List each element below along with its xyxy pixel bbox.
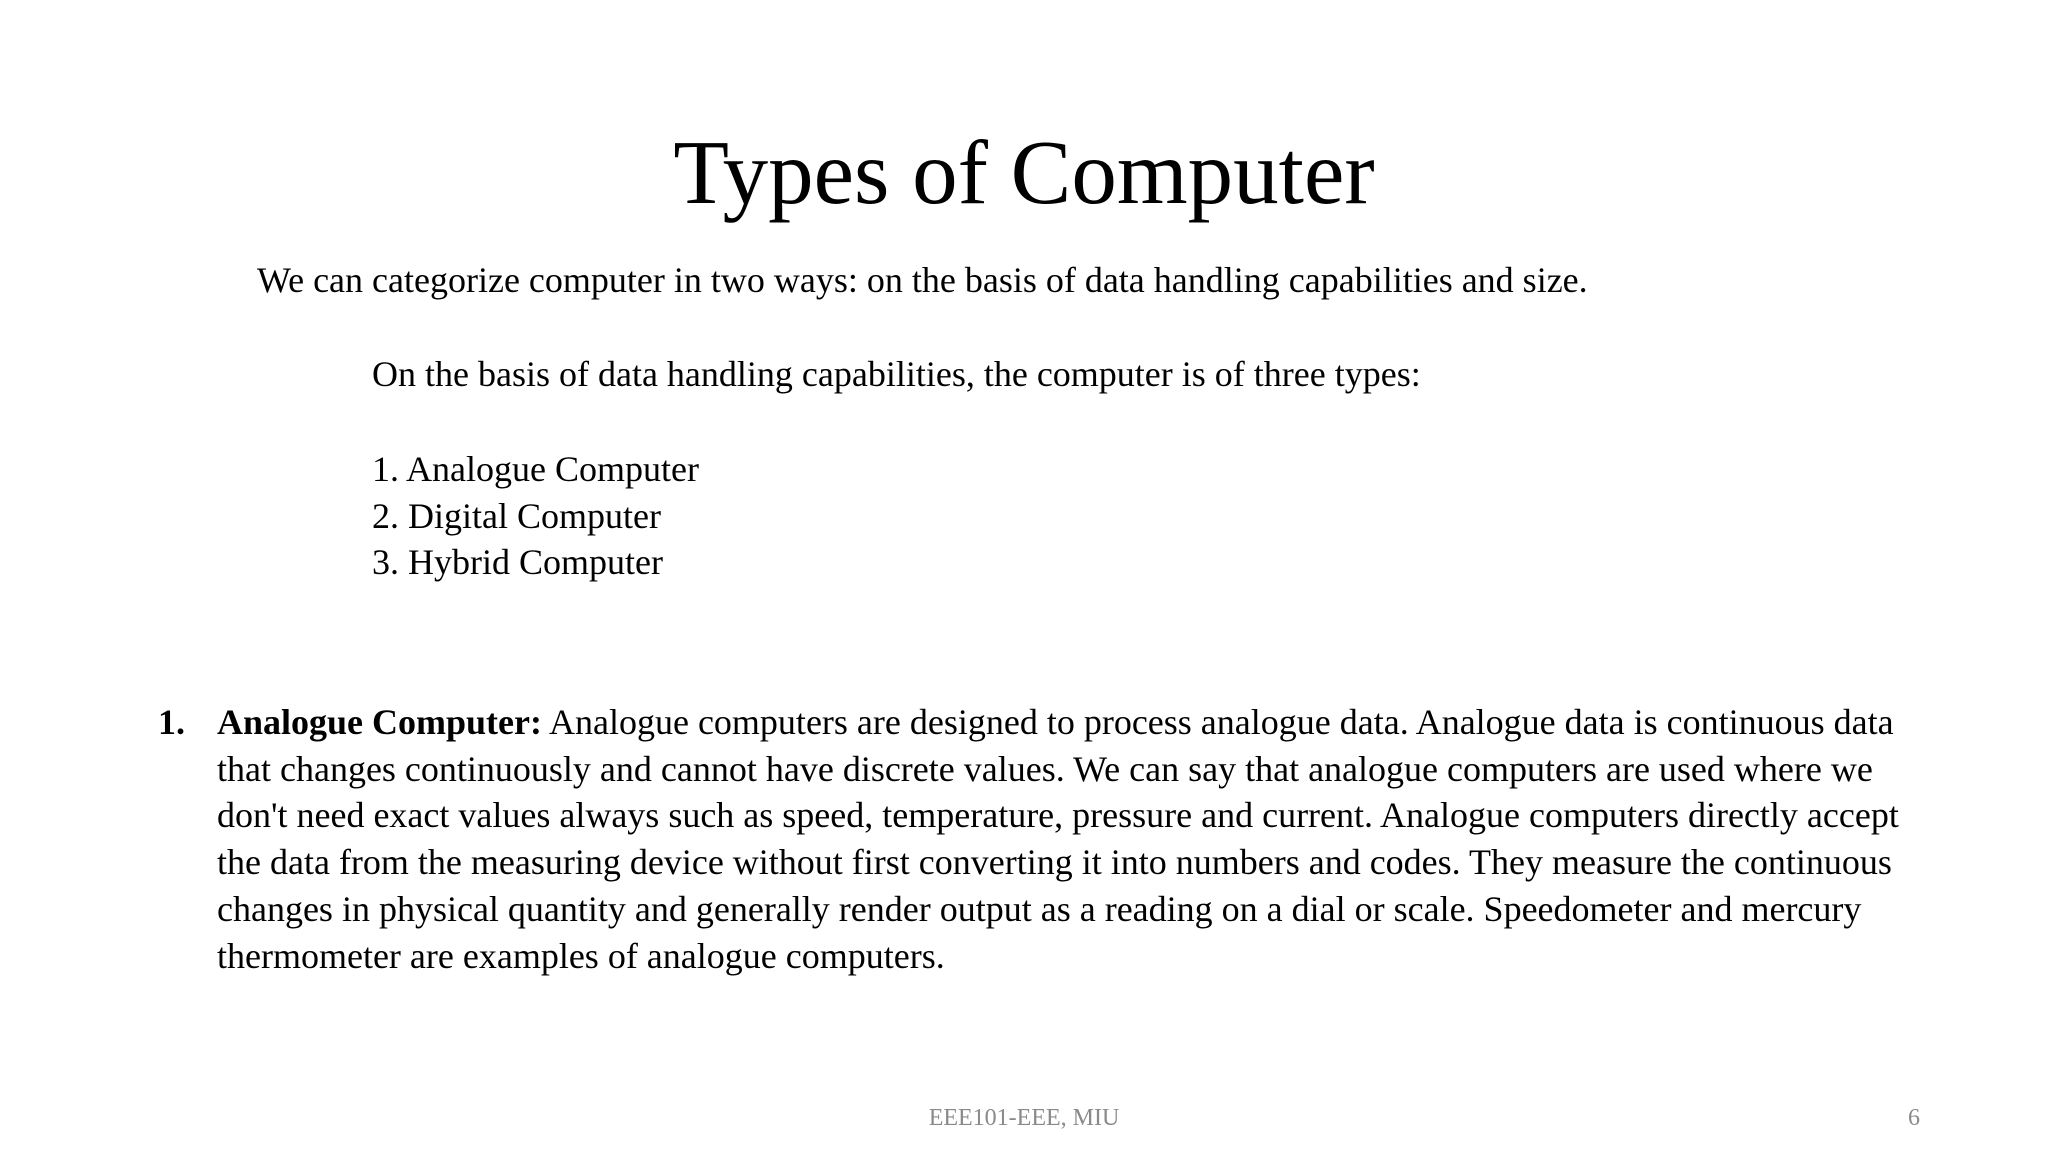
list-item: 3. Hybrid Computer: [372, 542, 663, 582]
footer-course: EEE101-EEE, MIU: [928, 1105, 1120, 1131]
detail-line-1: [217, 699, 2007, 746]
detail-number: 1.: [158, 702, 185, 742]
detail-paragraph: [217, 699, 2007, 979]
slide-number: 6: [1908, 1105, 1920, 1131]
detail-heading: Analogue Computer:: [217, 702, 542, 742]
detail-line-3: don't need exact values always such as speed, temperature, pressure and current. Analogue computers directly accept: [217, 795, 1899, 836]
detail-line-text: Analogue computers are designed to process analogue data. Analogue data is continuous data: [541, 702, 1894, 742]
detail-line-2: that changes continuously and cannot have discrete values. We can say that analogue computers are used where we: [217, 748, 1873, 789]
detail-line-5: changes in physical quantity and generally render output as a reading on a dial or scale. Speedometer and mercury: [217, 888, 1862, 929]
detail-line-6: thermometer are examples of analogue computers.: [217, 935, 945, 976]
basis-text: On the basis of data handling capabilities, the computer is of three types:: [372, 354, 1421, 394]
intro-text: We can categorize computer in two ways: on the basis of data handling capabilities and size.: [257, 260, 1588, 300]
list-item: 1. Analogue Computer: [372, 449, 699, 489]
slide-title: Types of Computer: [673, 122, 1375, 223]
computer-type-list: [372, 446, 699, 586]
detail-line-4: the data from the measuring device without first converting it into numbers and codes. They measure the continuous: [217, 842, 1892, 883]
list-item: 2. Digital Computer: [372, 495, 661, 536]
